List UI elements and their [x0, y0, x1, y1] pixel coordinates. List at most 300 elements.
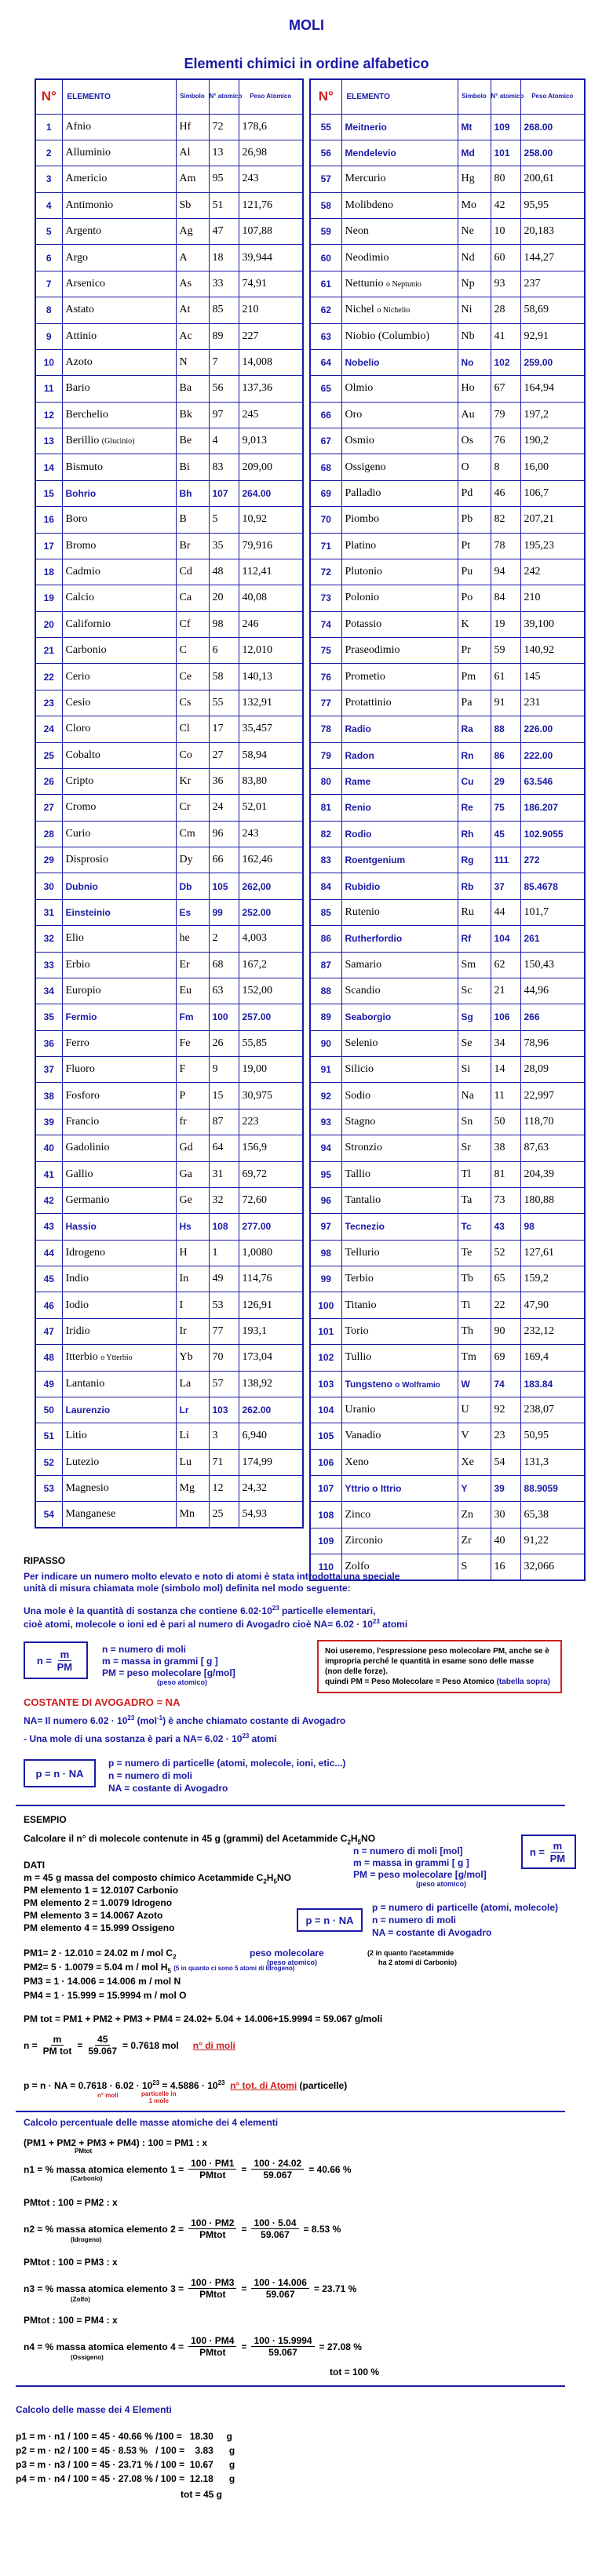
- element-name: Cadmio: [65, 566, 100, 578]
- cell-peso-atomico: 121,76: [239, 192, 303, 218]
- cell-n-atomico: 25: [209, 1502, 239, 1528]
- cell-n: 49: [35, 1371, 62, 1397]
- table-row: [35, 245, 303, 271]
- cell-peso-atomico: 39,944: [239, 245, 303, 271]
- cell-peso-atomico: 237: [520, 271, 585, 297]
- cell-simbolo: Ag: [176, 219, 209, 245]
- cell-n: 6: [35, 245, 62, 271]
- table-row: [35, 1187, 303, 1213]
- table-row: [310, 1528, 585, 1554]
- cell-peso-atomico: 12,010: [239, 638, 303, 664]
- cell-simbolo: fr: [176, 1109, 209, 1135]
- table-row: [35, 768, 303, 794]
- cell-n-atomico: 3: [209, 1423, 239, 1449]
- esempio-formula-particles: p = n · NA: [297, 1908, 363, 1932]
- cell-n-atomico: 16: [491, 1554, 520, 1580]
- legend-n: n = numero di moli: [102, 1644, 187, 1655]
- cell-simbolo: Ti: [458, 1292, 491, 1318]
- cell-elemento: [341, 1240, 458, 1266]
- element-name: Rame: [345, 776, 371, 788]
- cell-simbolo: K: [458, 611, 491, 637]
- esempio-title: ESEMPIO: [24, 1814, 67, 1825]
- element-name: Mercurio: [345, 173, 386, 185]
- cell-simbolo: Ir: [176, 1318, 209, 1344]
- cell-elemento: [341, 1004, 458, 1030]
- cell-peso-atomico: 98: [520, 1214, 585, 1240]
- cell-elemento: [341, 690, 458, 716]
- cell-n-atomico: 34: [491, 1030, 520, 1056]
- cell-n: 18: [35, 559, 62, 585]
- particles-calc: p = n · NA = $0.7618 \cdot 6.02 \cdot 10^{23} = 4.5886 \cdot 10^{23}$ n° tot. di Atomi (particelle): [24, 2079, 348, 2091]
- table-row: [310, 245, 585, 271]
- cell-n-atomico: 75: [491, 795, 520, 821]
- cell-elemento: [62, 1449, 176, 1475]
- cell-n: 89: [310, 1004, 341, 1030]
- cell-elemento: [62, 297, 176, 323]
- cell-n-atomico: 48: [209, 559, 239, 585]
- cell-n-atomico: 30: [491, 1502, 520, 1528]
- esempio-legend-na: NA = costante di Avogadro: [372, 1927, 492, 1938]
- cell-n-atomico: 17: [209, 716, 239, 742]
- cell-simbolo: Pm: [458, 664, 491, 690]
- element-name: Roentgenium: [345, 854, 406, 866]
- cell-simbolo: Tb: [458, 1266, 491, 1292]
- col-header-elemento: ELEMENTO: [341, 79, 458, 114]
- cell-simbolo: Zr: [458, 1528, 491, 1554]
- cell-n-atomico: 12: [209, 1476, 239, 1502]
- cell-n-atomico: 82: [491, 507, 520, 533]
- element-name: Samario: [345, 958, 382, 971]
- cell-n: 72: [310, 559, 341, 585]
- element-alt-name: o Neptunio: [386, 279, 421, 289]
- cell-n-atomico: 20: [209, 585, 239, 611]
- cell-simbolo: Ra: [458, 716, 491, 742]
- element-name: Fermio: [65, 1011, 97, 1023]
- cell-peso-atomico: 14,008: [239, 349, 303, 375]
- cell-peso-atomico: 132,91: [239, 690, 303, 716]
- percent-n2-note: (Idrogeno): [71, 2236, 102, 2243]
- cell-n: 48: [35, 1345, 62, 1371]
- cell-n: 2: [35, 140, 62, 166]
- cell-simbolo: Cs: [176, 690, 209, 716]
- cell-elemento: [341, 795, 458, 821]
- cell-n: 84: [310, 873, 341, 899]
- table-row: [310, 1423, 585, 1449]
- cell-elemento: [62, 899, 176, 925]
- table-row: [35, 742, 303, 768]
- table-row: [35, 1083, 303, 1109]
- element-name: Zolfo: [345, 1561, 370, 1573]
- table-row: [310, 1004, 585, 1030]
- element-name: Francio: [65, 1115, 100, 1128]
- cell-peso-atomico: 95,95: [520, 192, 585, 218]
- cell-n: 42: [35, 1187, 62, 1213]
- table-row: [35, 428, 303, 454]
- element-name: Gadolinio: [65, 1142, 110, 1154]
- cell-simbolo: Rh: [458, 821, 491, 847]
- cell-n-atomico: 4: [209, 428, 239, 454]
- cell-n-atomico: 38: [491, 1135, 520, 1161]
- dati-title: DATI: [24, 1860, 46, 1871]
- cell-n: 101: [310, 1318, 341, 1344]
- cell-peso-atomico: 258.00: [520, 140, 585, 166]
- cell-n: 29: [35, 847, 62, 873]
- table-row: [310, 847, 585, 873]
- esempio-legend-n2: n = numero di moli: [372, 1915, 457, 1926]
- element-name: Ferro: [65, 1037, 89, 1049]
- cell-elemento: [62, 742, 176, 768]
- table-row: [35, 533, 303, 559]
- cell-peso-atomico: 152,00: [239, 978, 303, 1004]
- cell-n-atomico: 81: [491, 1161, 520, 1187]
- table-row: [35, 297, 303, 323]
- element-alt-name: o Nichelio: [377, 306, 410, 315]
- element-name: Litio: [65, 1430, 87, 1442]
- element-name: Berillio: [65, 435, 100, 447]
- cell-n-atomico: 41: [491, 323, 520, 349]
- cell-n: 105: [310, 1423, 341, 1449]
- pm-acetamide-note: (2 in quanto l'acetammide: [367, 1949, 454, 1957]
- formula-moles-box: n = $\frac{m}{PM}$: [24, 1641, 88, 1679]
- table-row: [310, 1318, 585, 1344]
- table-row: [310, 1187, 585, 1213]
- element-name: Tullio: [345, 1351, 372, 1364]
- table-row: [35, 1292, 303, 1318]
- cell-n-atomico: 80: [491, 166, 520, 192]
- pm4-line: PM4 = 1 · 15.999 = 15.9994 m / mol O: [24, 1990, 187, 2001]
- element-name: Tecnezio: [345, 1221, 385, 1233]
- cell-elemento: [341, 166, 458, 192]
- cell-n: 12: [35, 402, 62, 428]
- cell-n: 36: [35, 1030, 62, 1056]
- table-row: [310, 611, 585, 637]
- element-name: Rubidio: [345, 880, 381, 892]
- cell-elemento: [62, 1371, 176, 1397]
- cell-peso-atomico: 19,00: [239, 1057, 303, 1083]
- cell-elemento: [62, 716, 176, 742]
- legend-m: m = massa in grammi [ g ]: [102, 1656, 218, 1667]
- col-header-simbolo: Simbolo: [176, 79, 209, 114]
- table-row: [35, 1109, 303, 1135]
- cell-elemento: [341, 1214, 458, 1240]
- cell-peso-atomico: 197,2: [520, 402, 585, 428]
- col-header-n: N°: [310, 79, 341, 114]
- cell-simbolo: Ge: [176, 1187, 209, 1213]
- cell-n-atomico: 43: [491, 1214, 520, 1240]
- cell-simbolo: La: [176, 1371, 209, 1397]
- cell-n-atomico: 83: [209, 454, 239, 480]
- cell-elemento: [62, 1109, 176, 1135]
- cell-peso-atomico: 79,916: [239, 533, 303, 559]
- cell-n-atomico: 46: [491, 480, 520, 506]
- element-name: Cerio: [65, 670, 90, 683]
- cell-n: 70: [310, 507, 341, 533]
- moles-calc: n = $\frac{m}{\text{PM tot}}$ = $\frac{45}{59.067}$ = 0.7618 mol n° di moli: [24, 2034, 235, 2057]
- element-name: Vanadio: [345, 1430, 381, 1442]
- cell-elemento: [341, 1502, 458, 1528]
- cell-simbolo: Cm: [176, 821, 209, 847]
- cell-simbolo: Es: [176, 899, 209, 925]
- element-name: Cloro: [65, 723, 91, 735]
- cell-elemento: [341, 1528, 458, 1554]
- table-row: [310, 585, 585, 611]
- cell-elemento: [62, 873, 176, 899]
- element-name: Tallio: [345, 1168, 370, 1180]
- element-name: Americio: [65, 173, 108, 185]
- cell-peso-atomico: 169,4: [520, 1345, 585, 1371]
- element-name: Gallio: [65, 1168, 93, 1180]
- cell-peso-atomico: 140,92: [520, 638, 585, 664]
- cell-elemento: [62, 114, 176, 140]
- element-name: Neon: [345, 225, 369, 238]
- element-name: Radio: [345, 723, 371, 735]
- cell-elemento: [341, 1449, 458, 1475]
- cell-simbolo: Np: [458, 271, 491, 297]
- cell-peso-atomico: 232,12: [520, 1318, 585, 1344]
- table-row: [310, 166, 585, 192]
- element-name: Meitnerio: [345, 121, 387, 133]
- cell-n: 1: [35, 114, 62, 140]
- cell-elemento: [62, 1214, 176, 1240]
- table-row: [35, 585, 303, 611]
- element-name: Afnio: [65, 120, 92, 133]
- cell-peso-atomico: 140,13: [239, 664, 303, 690]
- element-name: Praseodimio: [345, 644, 400, 657]
- cell-simbolo: Sm: [458, 952, 491, 978]
- table-row: [310, 926, 585, 952]
- table-row: [35, 847, 303, 873]
- moles-label: n° di moli: [192, 2039, 235, 2051]
- table-row: [35, 1266, 303, 1292]
- cell-elemento: [62, 821, 176, 847]
- cell-peso-atomico: 32,066: [520, 1554, 585, 1580]
- esempio-legend-m: m = massa in grammi [ g ]: [353, 1857, 469, 1868]
- cell-n-atomico: 69: [491, 1345, 520, 1371]
- cell-simbolo: Sn: [458, 1109, 491, 1135]
- table-row: [35, 454, 303, 480]
- element-name: Bismuto: [65, 461, 103, 473]
- cell-elemento: [341, 1345, 458, 1371]
- cell-n: 87: [310, 952, 341, 978]
- col-header-n: N°: [35, 79, 62, 114]
- cell-simbolo: Cr: [176, 795, 209, 821]
- cell-peso-atomico: 26,98: [239, 140, 303, 166]
- cell-peso-atomico: 162,46: [239, 847, 303, 873]
- cell-simbolo: Pu: [458, 559, 491, 585]
- cell-n-atomico: 72: [209, 114, 239, 140]
- element-name: Itterbio: [65, 1351, 98, 1364]
- dati-pm4: PM elemento 4 = 15.999 Ossigeno: [24, 1922, 175, 1933]
- col-header-peso-atomico: Peso Atomico: [239, 79, 303, 114]
- element-name: Europio: [65, 985, 101, 997]
- table-row: [310, 1214, 585, 1240]
- masse-p1: p1 = m · n1 / 100 = 45 · 40.66 % /100 = 18.30 g: [16, 2431, 232, 2442]
- table-row: [310, 1449, 585, 1475]
- cell-n-atomico: 40: [491, 1528, 520, 1554]
- cell-peso-atomico: 106,7: [520, 480, 585, 506]
- table-row: [35, 638, 303, 664]
- cell-elemento: [62, 140, 176, 166]
- percent-n1-note: (Carbonio): [71, 2175, 103, 2182]
- element-name: Ossigeno: [345, 461, 386, 473]
- cell-peso-atomico: 92,91: [520, 323, 585, 349]
- cell-simbolo: Md: [458, 140, 491, 166]
- element-name: Elio: [65, 932, 84, 945]
- table-row: [310, 219, 585, 245]
- percent-proportion-note: PMtot: [75, 2148, 93, 2155]
- cell-elemento: [341, 638, 458, 664]
- cell-n: 7: [35, 271, 62, 297]
- cell-peso-atomico: 1,0080: [239, 1240, 303, 1266]
- cell-n-atomico: 1: [209, 1240, 239, 1266]
- cell-n: 102: [310, 1345, 341, 1371]
- cell-n-atomico: 104: [491, 926, 520, 952]
- pm3-line: PM3 = 1 · 14.006 = 14.006 m / mol N: [24, 1976, 181, 1987]
- cell-peso-atomico: 231: [520, 690, 585, 716]
- cell-peso-atomico: 238,07: [520, 1397, 585, 1423]
- element-name: Polonio: [345, 592, 380, 604]
- element-name: Einsteinio: [65, 906, 111, 918]
- cell-simbolo: S: [458, 1554, 491, 1580]
- element-name: Uranio: [345, 1404, 376, 1416]
- cell-n-atomico: 29: [491, 768, 520, 794]
- cell-n-atomico: 14: [491, 1057, 520, 1083]
- table-row: [35, 1502, 303, 1528]
- cell-elemento: [62, 795, 176, 821]
- cell-peso-atomico: 69,72: [239, 1161, 303, 1187]
- esempio-legend-pm-note: (peso atomico): [416, 1880, 467, 1888]
- percent-eq3: PMtot : 100 = PM3 : x: [24, 2257, 118, 2268]
- cell-n-atomico: 10: [491, 219, 520, 245]
- cell-peso-atomico: 114,76: [239, 1266, 303, 1292]
- element-name: Laurenzio: [65, 1405, 111, 1416]
- element-name: Carbonio: [65, 644, 107, 657]
- cell-elemento: [62, 1502, 176, 1528]
- percent-n4: n4 = % massa atomica elemento 4 = $\frac{100 \cdot PM4}{\text{PMtot}}$ = $\frac{100 \cdot 15.9994}{59.067}$ = 27.08 %: [24, 2335, 362, 2358]
- cell-elemento: [341, 1083, 458, 1109]
- element-name: Rutherfordio: [345, 933, 403, 945]
- cell-n: 65: [310, 376, 341, 402]
- cell-n-atomico: 92: [491, 1397, 520, 1423]
- table-row: [35, 978, 303, 1004]
- cell-elemento: [341, 271, 458, 297]
- cell-n-atomico: 77: [209, 1318, 239, 1344]
- element-name: Potassio: [345, 618, 382, 630]
- cell-simbolo: Xe: [458, 1449, 491, 1475]
- cell-simbolo: Bk: [176, 402, 209, 428]
- element-name: Tungsteno: [345, 1378, 392, 1390]
- cell-peso-atomico: 107,88: [239, 219, 303, 245]
- element-name: Plutonio: [345, 566, 382, 578]
- cell-n-atomico: 87: [209, 1109, 239, 1135]
- cell-n-atomico: 49: [209, 1266, 239, 1292]
- cell-n: 50: [35, 1397, 62, 1423]
- element-name: Neodimio: [345, 251, 389, 264]
- cell-simbolo: Tl: [458, 1161, 491, 1187]
- table-row: [310, 1292, 585, 1318]
- cell-peso-atomico: 39,100: [520, 611, 585, 637]
- cell-elemento: [62, 349, 176, 375]
- percent-proportion: (PM1 + PM2 + PM3 + PM4) : 100 = PM1 : x: [24, 2137, 208, 2148]
- cell-n: 9: [35, 323, 62, 349]
- cell-elemento: [62, 507, 176, 533]
- table-row: [310, 480, 585, 506]
- table-row: [35, 480, 303, 506]
- cell-elemento: [341, 480, 458, 506]
- cell-n: 107: [310, 1476, 341, 1502]
- element-name: Molibdeno: [345, 199, 393, 211]
- cell-n: 79: [310, 742, 341, 768]
- table-row: [35, 349, 303, 375]
- cell-simbolo: Ta: [458, 1187, 491, 1213]
- cell-n-atomico: 60: [491, 245, 520, 271]
- cell-n: 30: [35, 873, 62, 899]
- cell-simbolo: Br: [176, 533, 209, 559]
- particles-sub-moli: n° moli: [97, 2092, 119, 2099]
- cell-n: 28: [35, 821, 62, 847]
- cell-n: 94: [310, 1135, 341, 1161]
- cell-simbolo: Rb: [458, 873, 491, 899]
- cell-elemento: [341, 454, 458, 480]
- cell-simbolo: Db: [176, 873, 209, 899]
- cell-simbolo: W: [458, 1371, 491, 1397]
- cell-simbolo: Be: [176, 428, 209, 454]
- cell-peso-atomico: 54,93: [239, 1502, 303, 1528]
- cell-peso-atomico: 9,013: [239, 428, 303, 454]
- element-alt-name: o Wolframio: [395, 1380, 440, 1390]
- cell-elemento: [62, 480, 176, 506]
- cell-simbolo: A: [176, 245, 209, 271]
- pm2-line: PM2= 5 · 1.0079 = 5.04 m / mol $H_5$ (5 in quanto ci sono 5 atomi di Idrogeno): [24, 1962, 295, 1975]
- cell-peso-atomico: 242: [520, 559, 585, 585]
- element-name: Dubnio: [65, 880, 98, 892]
- cell-peso-atomico: 178,6: [239, 114, 303, 140]
- col-header-peso-atomico: Peso Atomico: [520, 79, 585, 114]
- cell-n-atomico: 108: [209, 1214, 239, 1240]
- cell-elemento: [341, 140, 458, 166]
- cell-peso-atomico: 262,00: [239, 873, 303, 899]
- cell-elemento: [341, 402, 458, 428]
- cell-elemento: [341, 768, 458, 794]
- table-row: [310, 349, 585, 375]
- table-row: [310, 140, 585, 166]
- table-row: [35, 402, 303, 428]
- cell-simbolo: B: [176, 507, 209, 533]
- cell-n: 92: [310, 1083, 341, 1109]
- cell-elemento: [62, 428, 176, 454]
- cell-n: 93: [310, 1109, 341, 1135]
- element-name: Curio: [65, 827, 91, 840]
- divider: [16, 1805, 565, 1806]
- cell-elemento: [62, 1476, 176, 1502]
- cell-elemento: [62, 1161, 176, 1187]
- table-row: [35, 664, 303, 690]
- cell-elemento: [62, 611, 176, 637]
- cell-n-atomico: 88: [491, 716, 520, 742]
- cell-simbolo: O: [458, 454, 491, 480]
- table-row: [310, 1502, 585, 1528]
- particles-sub-mole: particelle in 1 mole: [141, 2090, 177, 2104]
- element-alt-name: o Ytterbio: [100, 1354, 133, 1363]
- element-name: Stagno: [345, 1115, 376, 1128]
- cell-n: 76: [310, 664, 341, 690]
- cell-n: 46: [35, 1292, 62, 1318]
- cell-n: 10: [35, 349, 62, 375]
- element-name: Bromo: [65, 539, 97, 552]
- table-row: [310, 323, 585, 349]
- cell-n-atomico: 57: [209, 1371, 239, 1397]
- cell-peso-atomico: 74,91: [239, 271, 303, 297]
